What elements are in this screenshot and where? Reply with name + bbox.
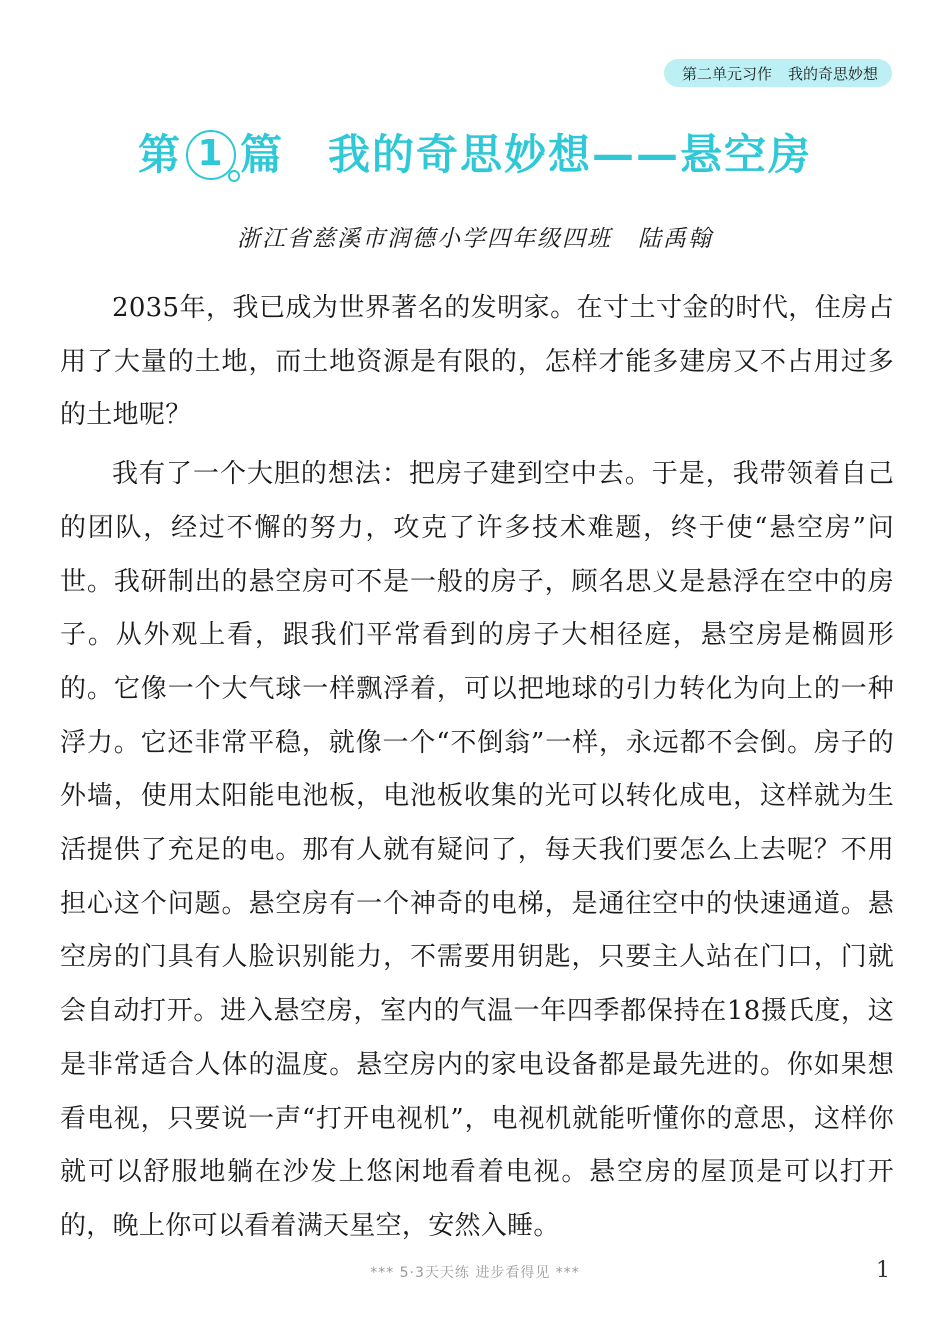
paragraph: 2035年，我已成为世界著名的发明家。在寸土寸金的时代，住房占用了大量的土地，而土地资源是有限的，怎样才能多建房又不占用过多的土地呢？ xyxy=(60,293,894,431)
section-header-tag xyxy=(664,59,892,87)
article-body xyxy=(60,282,894,1259)
section-label: 第二单元习作 xyxy=(681,64,772,83)
paragraph: 我有了一个大胆的想法：把房子建到空中去。于是，我带领着自己的团队，经过不懈的努力，攻克了许多技术难题，终于使“悬空房”问世。我研制出的悬空房可不是一般的房子，顾名思义是悬浮在空中的房子。从外观上看，跟我们平常看到的房子大相径庭，悬空房是椭圆形的。它像一个大气球一样飘浮着，可以把地球的引力转化为向上的一种浮力。它还非常平稳，就像一个“不倒翁”一样，永远都不会倒。房子的外墙，使用太阳能电池板，电池板收集的光可以转化成电，这样就为生活提供了充足的电。那有人就有疑问了，每天我们要怎么上去呢？不用担心这个问题。悬空房有一个神奇的电梯，是通往空中的快速通道。悬空房的门具有人脸识别能力，不需要用钥匙，只要主人站在门口，门就会自动打开。进入悬空房，室内的气温一年四季都保持在18摄氏度，这是非常适合人体的温度。悬空房内的家电设备都是最先进的。你如果想看电视，只要说一声“打开电视机”，电视机就能听懂你的意思，这样你就可以舒服地躺在沙发上悠闲地看着电视。悬空房的屋顶是可以打开的，晚上你可以看着满天星空，安然入睡。 xyxy=(60,459,894,1241)
article-title xyxy=(0,122,950,182)
author-line xyxy=(0,220,950,253)
title-prefix: 第 xyxy=(137,130,182,179)
title-text: 我的奇思妙想——悬空房 xyxy=(328,130,813,179)
author-school: 浙江省慈溪市润德小学四年级四班 xyxy=(237,226,612,252)
page-number: 1 xyxy=(876,1258,890,1283)
footer-slogan: *** 5·3天天练 进步看得见 *** xyxy=(370,1265,580,1281)
title-suffix: 篇 xyxy=(239,130,284,179)
author-name: 陆禹翰 xyxy=(638,226,713,252)
section-topic: 我的奇思妙想 xyxy=(787,64,878,83)
article-number-badge: 1 xyxy=(186,130,236,180)
